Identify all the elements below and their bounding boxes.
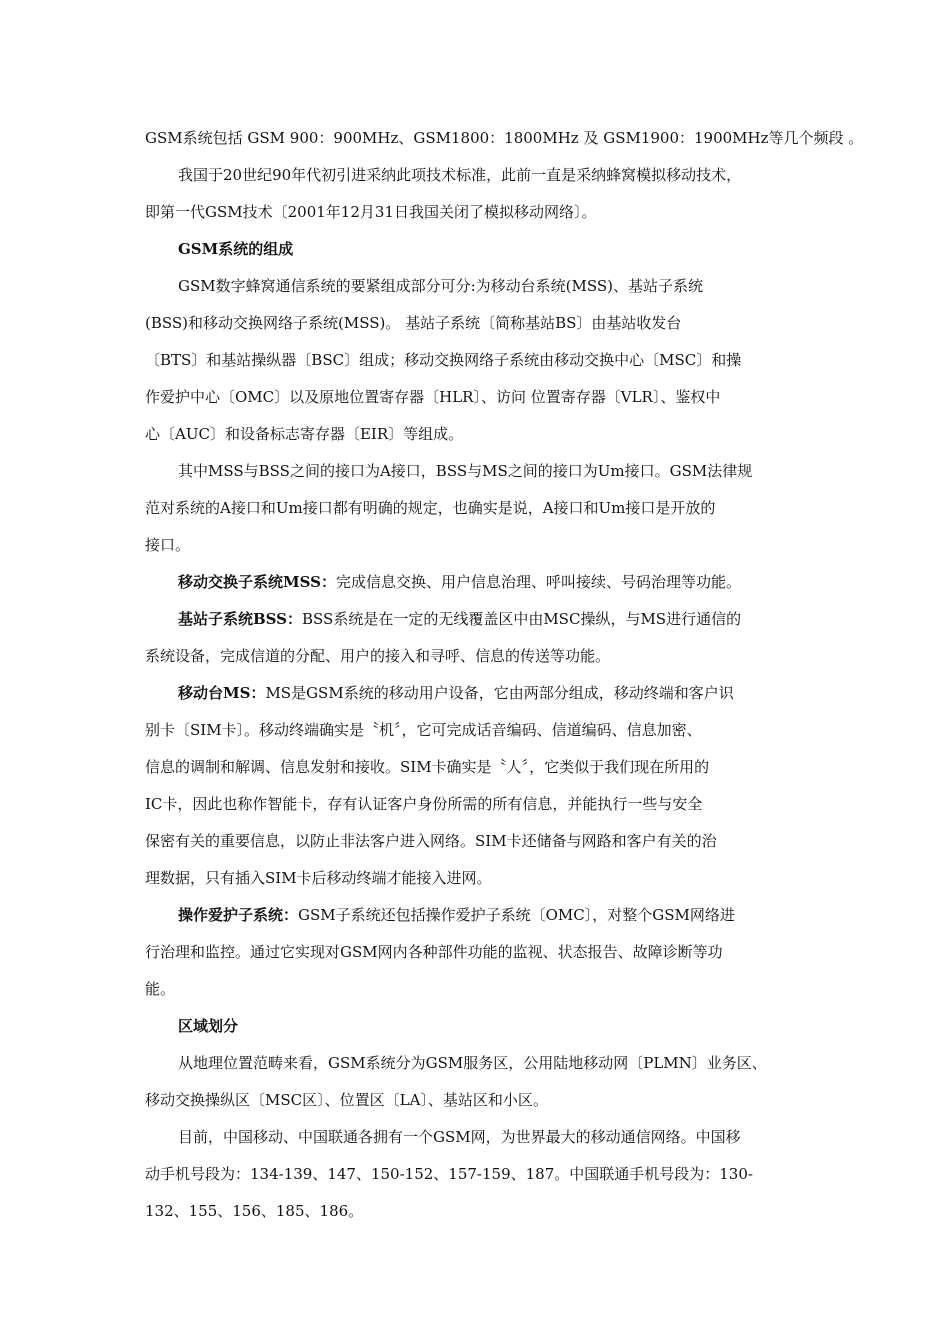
text-line: IC卡，因此也称作智能卡，存有认证客户身份所需的所有信息，并能执行一些与安全 (145, 795, 703, 813)
text-line: 系统设备，完成信道的分配、用户的接入和寻呼、信息的传送等功能。 (145, 647, 611, 665)
term-text: BSS系统是在一定的无线覆盖区中由MSC操纵，与MS进行通信的 (302, 610, 742, 628)
text-line (178, 683, 858, 703)
term-text: MS是GSM系统的移动用户设备，它由两部分组成，移动终端和客户识 (265, 684, 734, 702)
term-text: GSM子系统还包括操作爱护子系统〔OMC〕，对整个GSM网络进 (298, 906, 735, 924)
text-line: 作爱护中心〔OMC〕以及原地位置寄存器〔HLR〕、访问 位置寄存器〔VLR〕、鉴权中 (145, 388, 721, 406)
text-line (178, 905, 858, 925)
term-label-omc: 操作爱护子系统： (178, 906, 299, 924)
text-line: 〔BTS〕和基站操纵器〔BSC〕组成；移动交换网络子系统由移动交换中心〔MSC〕和操 (145, 351, 742, 369)
text-line: 其中MSS与BSS之间的接口为A接口，BSS与MS之间的接口为Um接口。GSM法律规 (178, 462, 753, 480)
term-label-bss: 基站子系统BSS： (178, 610, 303, 628)
text-line: 范对系统的A接口和Um接口都有明确的规定，也确实是说，A接口和Um接口是开放的 (145, 499, 716, 517)
text-line: 从地理位置范畴来看，GSM系统分为GSM服务区，公用陆地移动网〔PLMN〕业务区、 (178, 1054, 767, 1072)
text-line: 心〔AUC〕和设备标志寄存器〔EIR〕等组成。 (145, 425, 464, 443)
text-line: 理数据，只有插入SIM卡后移动终端才能接入进网。 (145, 869, 492, 887)
text-line: 即第一代GSM技术〔2001年12月31日我国关闭了模拟移动网络〕。 (145, 203, 597, 221)
text-line: 移动交换操纵区〔MSC区〕、位置区〔LA〕、基站区和小区。 (145, 1091, 548, 1109)
text-line: 信息的调制和解调、信息发射和接收。SIM卡确实是〝人〞，它类似于我们现在所用的 (145, 758, 710, 776)
section-heading: GSM系统的组成 (178, 240, 294, 258)
text-line: 保密有关的重要信息，以防止非法客户进入网络。SIM卡还储备与网路和客户有关的治 (145, 832, 717, 850)
text-line: 132、155、156、185、186。 (145, 1202, 364, 1220)
text-line: 能。 (145, 980, 176, 998)
term-text: 完成信息交换、用户信息治理、呼叫接续、号码治理等功能。 (335, 573, 741, 591)
text-line: 动手机号段为：134-139、147、150-152、157-159、187。中国联通手机号段为：130- (145, 1165, 753, 1183)
text-line: GSM系统包括 GSM 900：900MHz、GSM1800：1800MHz 及 GSM1900：1900MHz等几个频段 。 (145, 129, 864, 147)
text-line (178, 609, 858, 629)
text-line: 我国于20世纪90年代初引进采纳此项技术标准，此前一直是采纳蜂窝模拟移动技术， (178, 166, 742, 184)
text-line: GSM数字蜂窝通信系统的要紧组成部分可分:为移动台系统(MSS)、基站子系统 (178, 277, 704, 295)
text-line: 别卡〔SIM卡〕。移动终端确实是〝机〞，它可完成话音编码、信道编码、信息加密、 (145, 721, 702, 739)
text-line (178, 572, 858, 592)
text-line: (BSS)和移动交换网络子系统(MSS)。 基站子系统〔简称基站BS〕由基站收发台 (145, 314, 682, 332)
term-label-ms: 移动台MS： (178, 684, 266, 702)
section-heading: 区域划分 (178, 1017, 239, 1035)
text-line: 目前，中国移动、中国联通各拥有一个GSM网，为世界最大的移动通信网络。中国移 (178, 1128, 741, 1146)
text-line: 接口。 (145, 536, 191, 554)
term-label-mss: 移动交换子系统MSS： (178, 573, 336, 591)
text-line: 行治理和监控。通过它实现对GSM网内各种部件功能的监视、状态报告、故障诊断等功 (145, 943, 723, 961)
